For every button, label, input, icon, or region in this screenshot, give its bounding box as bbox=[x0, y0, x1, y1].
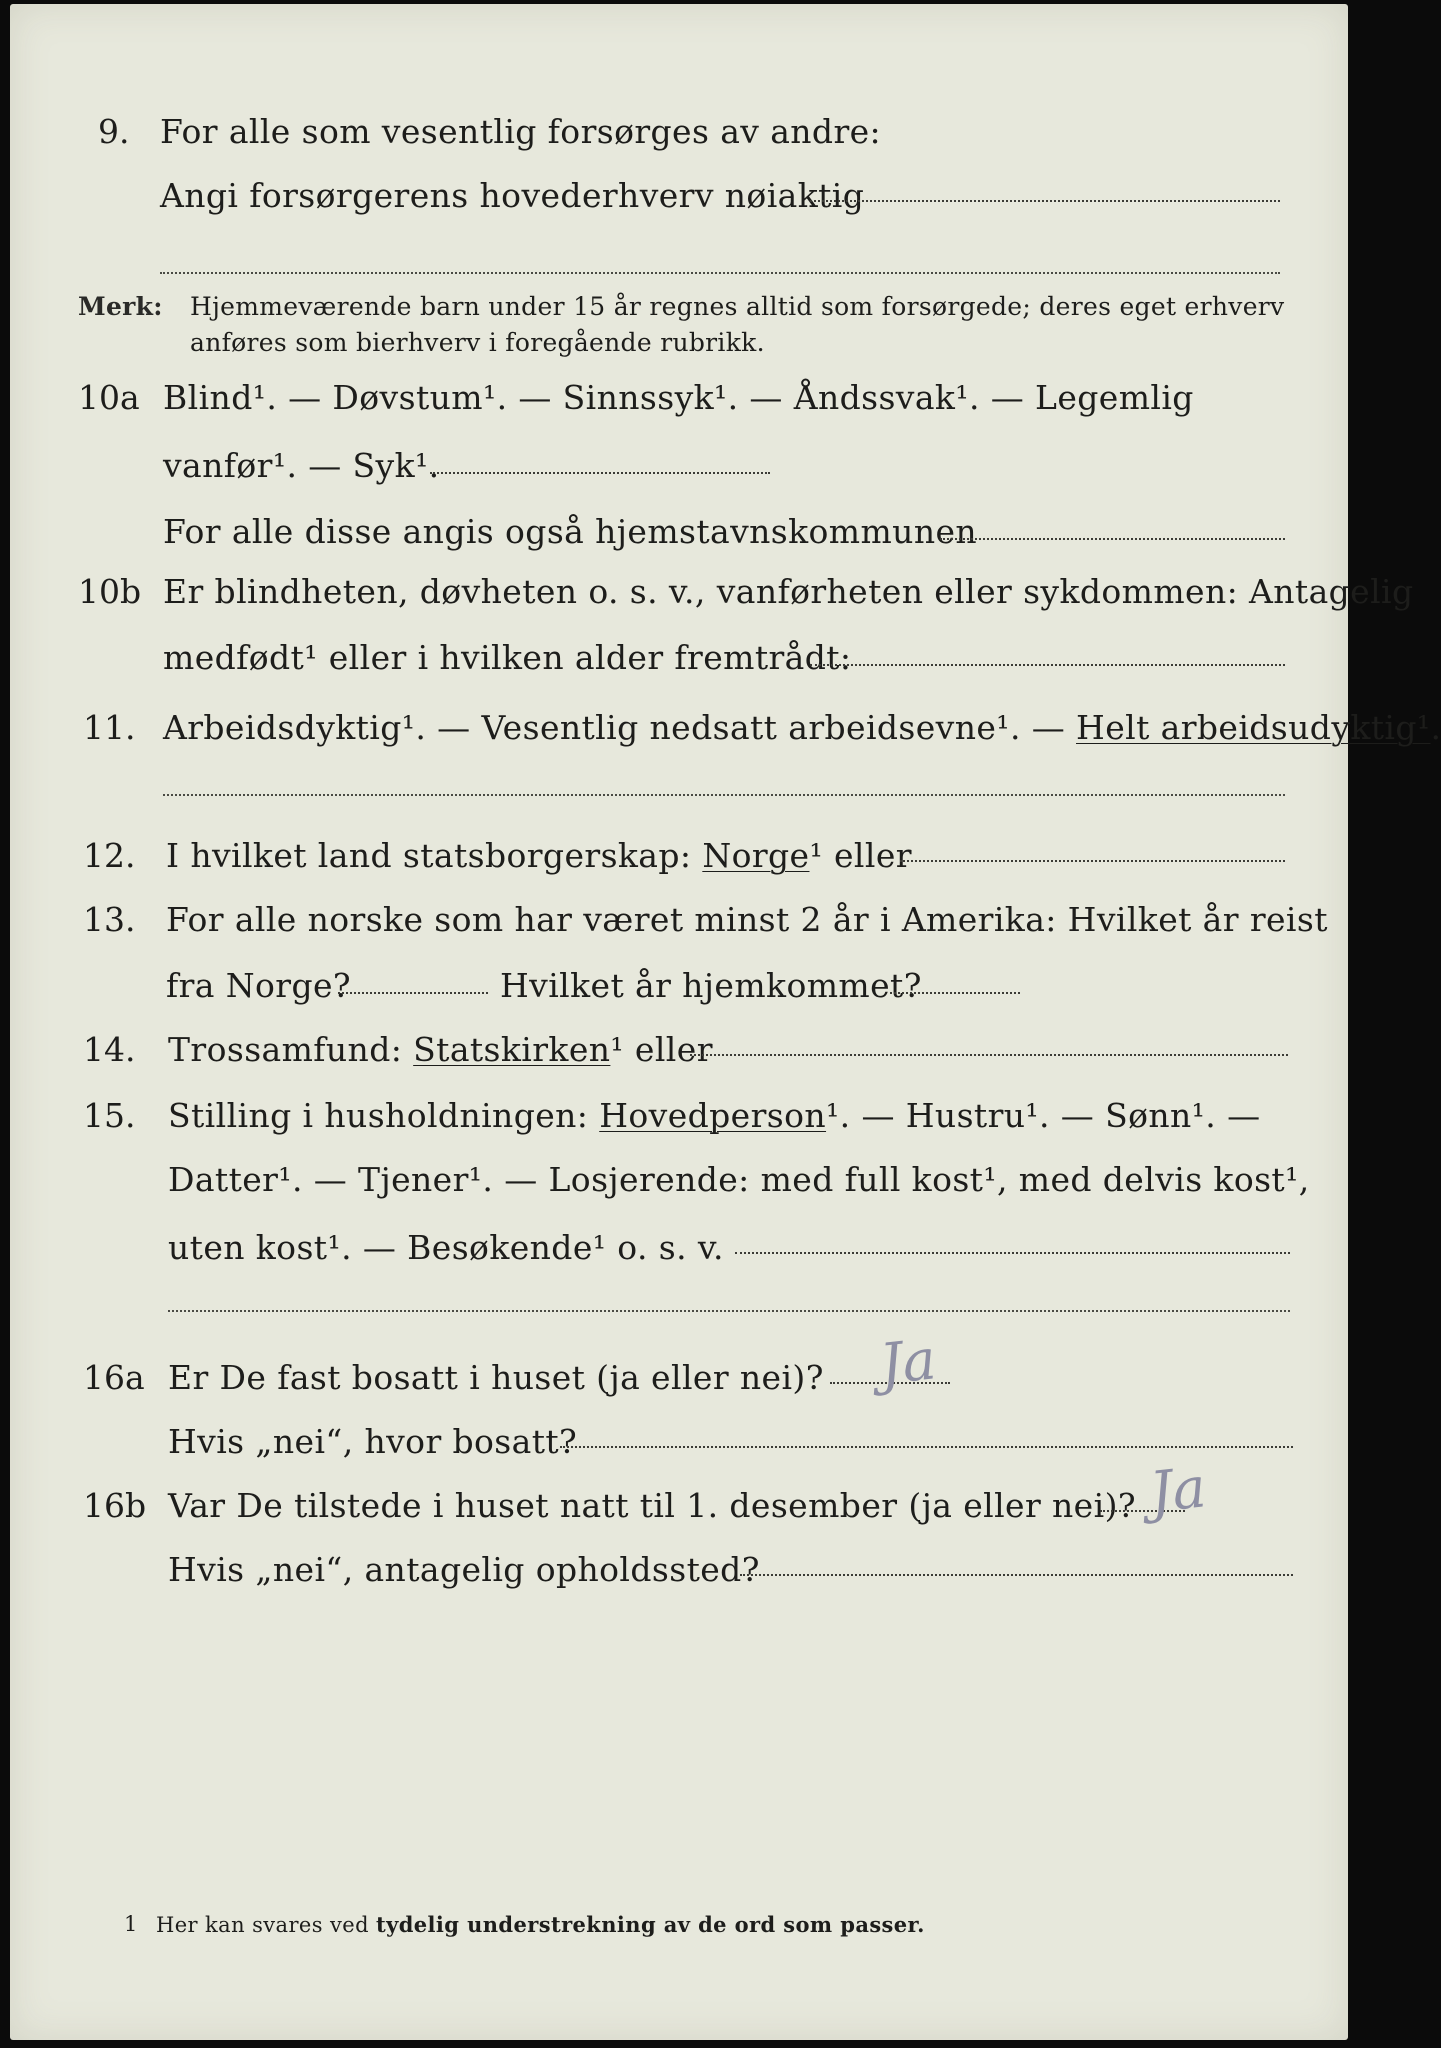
footnote-mark: 1 bbox=[124, 1912, 138, 1936]
merk-label: Merk: bbox=[78, 292, 163, 321]
q9-answer-line[interactable] bbox=[810, 200, 1280, 202]
q13-line2b: Hvilket år hjemkommet? bbox=[500, 966, 922, 1005]
q15-line2[interactable]: Datter¹. — Tjener¹. — Losjerende: med full kost¹, med delvis kost¹, bbox=[168, 1160, 1310, 1199]
q10a-home-municipality-line[interactable] bbox=[940, 538, 1285, 540]
q14-underlined-choice[interactable]: Statskirken bbox=[413, 1030, 611, 1069]
q10b-line2: medfødt¹ eller i hvilken alder fremtrådt: bbox=[163, 638, 852, 677]
q13-number: 13. bbox=[83, 900, 136, 939]
q9-line1: For alle som vesentlig forsørges av andre: bbox=[160, 112, 882, 151]
q13-return-year-line[interactable] bbox=[890, 992, 1020, 994]
q9-answer-line-2[interactable] bbox=[160, 272, 1280, 274]
q16a-line1: Er De fast bosatt i huset (ja eller nei)? bbox=[168, 1358, 824, 1397]
q16b-location-line[interactable] bbox=[740, 1574, 1293, 1576]
merk-line1: Hjemmeværende barn under 15 år regnes alltid som forsørgede; deres eget erhverv bbox=[190, 292, 1285, 321]
q11-underlined-choice[interactable]: Helt arbeidsudyktig¹ bbox=[1076, 708, 1431, 747]
q16b-number: 16b bbox=[83, 1486, 147, 1525]
q16b-handwritten-answer: Ja bbox=[1146, 1455, 1210, 1526]
q15-other-options[interactable]: ¹. — Hustru¹. — Sønn¹. — bbox=[826, 1096, 1261, 1135]
q10b-answer-line[interactable] bbox=[810, 664, 1285, 666]
q10a-line1: Blind¹. — Døvstum¹. — Sinnssyk¹. — Åndssvak¹. — Legemlig bbox=[163, 378, 1194, 417]
q12-or: ¹ eller bbox=[809, 836, 912, 875]
q16a-line2: Hvis „nei“, hvor bosatt? bbox=[168, 1422, 578, 1461]
q16a-number: 16a bbox=[83, 1358, 145, 1397]
q10a-line3: For alle disse angis også hjemstavnskommunen bbox=[163, 512, 978, 551]
q10a-line2: vanfør¹. — Syk¹. bbox=[163, 446, 440, 485]
q15-answer-line[interactable] bbox=[735, 1252, 1290, 1254]
q15-underlined-choice[interactable]: Hovedperson bbox=[599, 1096, 827, 1135]
footnote-text-bold: tydelig understrekning av de ord som passer. bbox=[376, 1912, 925, 1937]
q12-number: 12. bbox=[83, 836, 136, 875]
q12-line bbox=[166, 836, 912, 875]
q14-question: Trossamfund: bbox=[168, 1030, 414, 1069]
q14-answer-line[interactable] bbox=[690, 1054, 1288, 1056]
q10a-number: 10a bbox=[78, 378, 140, 417]
q15-number: 15. bbox=[83, 1096, 136, 1135]
q15-answer-line-2[interactable] bbox=[168, 1310, 1290, 1312]
q13-line2a: fra Norge? bbox=[166, 966, 352, 1005]
q12-underlined-choice[interactable]: Norge bbox=[702, 836, 810, 875]
q10a-sick-answer-line[interactable] bbox=[430, 472, 770, 474]
q10b-number: 10b bbox=[78, 572, 142, 611]
q11-answer-line[interactable] bbox=[163, 794, 1285, 796]
q15-line1 bbox=[168, 1096, 1261, 1135]
q10b-line1: Er blindheten, døvheten o. s. v., vanførheten eller sykdommen: Antagelig bbox=[163, 572, 1414, 611]
q11-options[interactable]: Arbeidsdyktig¹. — Vesentlig nedsatt arbeidsevne¹. — bbox=[163, 708, 1077, 747]
q16b-line2: Hvis „nei“, antagelig opholdssted? bbox=[168, 1550, 760, 1589]
q12-answer-line[interactable] bbox=[900, 860, 1285, 862]
q9-line2: Angi forsørgerens hovederhverv nøiaktig bbox=[160, 176, 865, 215]
q11-period: . bbox=[1430, 708, 1441, 747]
q16b-line1: Var De tilstede i huset natt til 1. desember (ja eller nei)? bbox=[168, 1486, 1136, 1525]
q12-question: I hvilket land statsborgerskap: bbox=[166, 836, 703, 875]
q14-or: ¹ eller bbox=[610, 1030, 713, 1069]
q15-line3[interactable]: uten kost¹. — Besøkende¹ o. s. v. bbox=[168, 1228, 724, 1267]
q16a-residence-line[interactable] bbox=[560, 1446, 1293, 1448]
q11-number: 11. bbox=[83, 708, 136, 747]
merk-line2: anføres som bierhverv i foregående rubrikk. bbox=[190, 328, 765, 357]
q14-line bbox=[168, 1030, 713, 1069]
q13-departure-year-line[interactable] bbox=[338, 992, 488, 994]
q9-number: 9. bbox=[98, 112, 130, 151]
q16a-handwritten-answer: Ja bbox=[876, 1327, 940, 1398]
q13-line1: For alle norske som har været minst 2 år i Amerika: Hvilket år reist bbox=[166, 900, 1328, 939]
q11-line bbox=[163, 708, 1441, 747]
q15-question: Stilling i husholdningen: bbox=[168, 1096, 600, 1135]
footnote-text-plain: Her kan svares ved bbox=[156, 1913, 376, 1937]
q14-number: 14. bbox=[83, 1030, 136, 1069]
footnote-text bbox=[156, 1912, 925, 1937]
